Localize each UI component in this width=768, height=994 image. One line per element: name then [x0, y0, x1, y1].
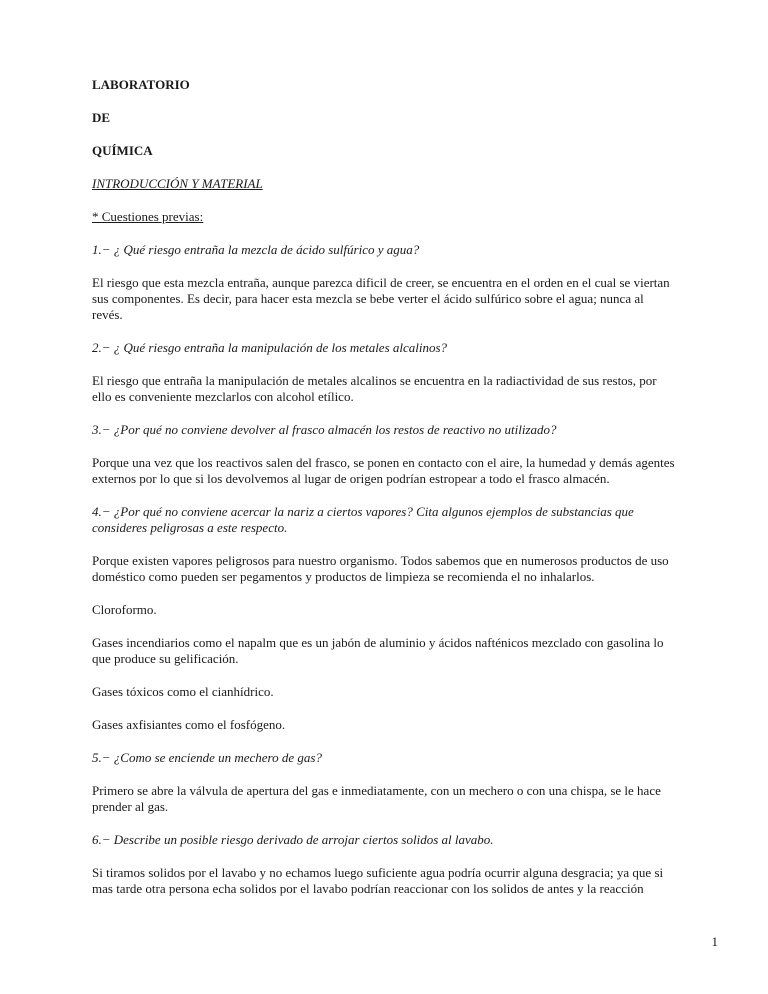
question-3: 3.− ¿Por qué no conviene devolver al frasco almacén los restos de reactivo no utilizado? — [92, 422, 557, 437]
question-4: 4.− ¿Por qué no conviene acercar la nariz a ciertos vapores? Cita algunos ejemplos de substancias que consideres peligrosas a este respecto. — [92, 504, 634, 535]
document-title-line-3: QUÍMICA — [92, 143, 153, 158]
question-2: 2.− ¿ Qué riesgo entraña la manipulación de los metales alcalinos? — [92, 340, 448, 355]
question-6: 6.− Describe un posible riesgo derivado de arrojar ciertos solidos al lavabo. — [92, 832, 494, 847]
document-title-line-2: DE — [92, 110, 111, 125]
answer-2: El riesgo que entraña la manipulación de metales alcalinos se encuentra en la radiactividad de sus restos, por ello es conveniente mezclarlos con alcohol etílico. — [92, 373, 657, 404]
page-number: 1 — [711, 934, 718, 949]
question-5: 5.− ¿Como se enciende un mechero de gas? — [92, 750, 322, 765]
document-title-line-1: LABORATORIO — [92, 77, 190, 92]
subsection-title: * Cuestiones previas: — [92, 209, 204, 224]
answer-6: Si tiramos solidos por el lavabo y no echamos luego suficiente agua podría ocurrir alguna desgracia; ya que si mas tarde otra persona echa solidos por el lavabo podrían reaccionar con los solidos de antes y la reacción — [92, 865, 664, 896]
answer-4-paragraph-3: Gases incendiarios como el napalm que es un jabón de aluminio y ácidos nafténicos mezclado con gasolina lo que produce su gelificación. — [92, 635, 664, 666]
answer-4-paragraph-5: Gases axfisiantes como el fosfógeno. — [92, 717, 286, 732]
answer-4-paragraph-1: Porque existen vapores peligrosos para nuestro organismo. Todos sabemos que en numerosos productos de uso doméstico como pueden ser pegamentos y productos de limpieza se recomienda el no inhalarlos. — [92, 553, 669, 584]
section-title: INTRODUCCIÓN Y MATERIAL — [92, 176, 263, 191]
answer-1: El riesgo que esta mezcla entraña, aunque parezca dificil de creer, se encuentra en el orden en el cual se viertan sus componentes. Es decir, para hacer esta mezcla se bebe verter el ácido sulfúrico sobre el agua; nunca al revés. — [92, 275, 670, 322]
answer-4-paragraph-4: Gases tóxicos como el cianhídrico. — [92, 684, 274, 699]
page-footer — [712, 934, 719, 950]
answer-4-paragraph-2: Cloroformo. — [92, 602, 157, 617]
question-1: 1.− ¿ Qué riesgo entraña la mezcla de ácido sulfúrico y agua? — [92, 242, 420, 257]
answer-5: Primero se abre la válvula de apertura del gas e inmediatamente, con un mechero o con una chispa, se le hace prender al gas. — [92, 783, 661, 814]
answer-3: Porque una vez que los reactivos salen del frasco, se ponen en contacto con el aire, la humedad y demás agentes externos por lo que si los devolvemos al lugar de origen podrían estropear a todo el frasco almacén. — [92, 455, 675, 486]
